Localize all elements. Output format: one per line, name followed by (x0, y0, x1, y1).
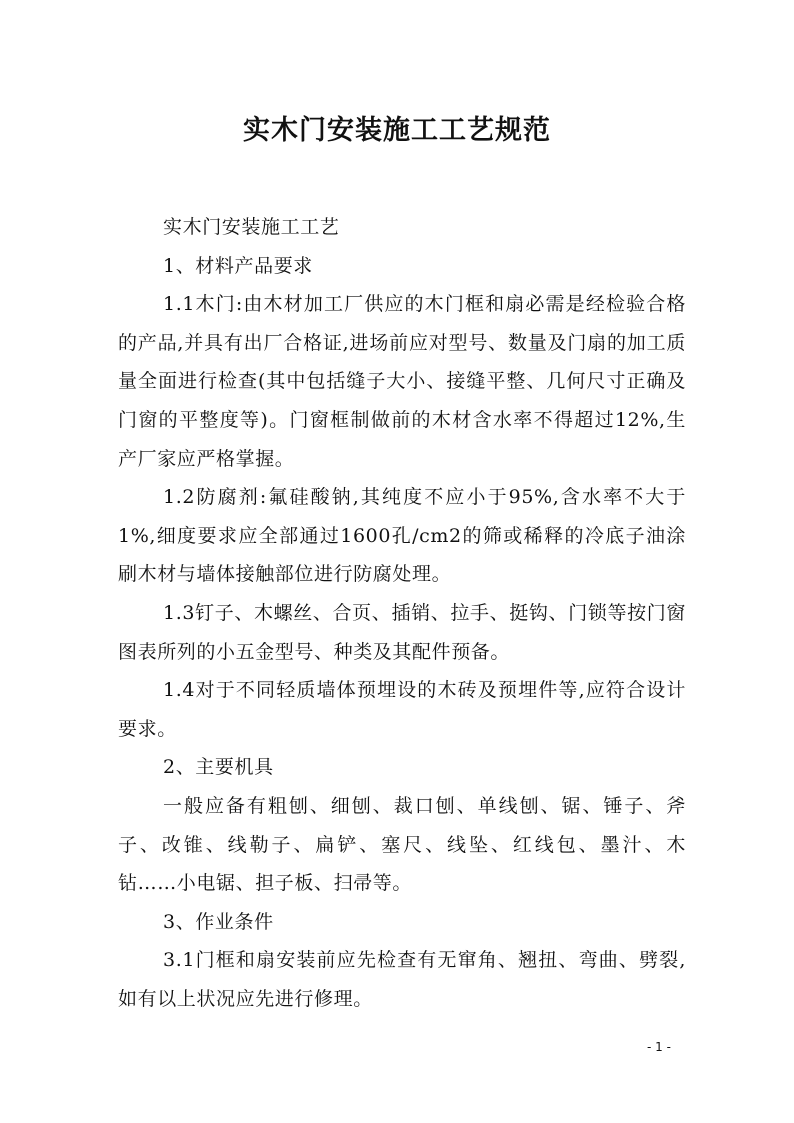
section-heading: 3、作业条件 (163, 910, 274, 933)
body-paragraph: 一般应备有粗刨、细刨、裁口刨、单线刨、锯、锤子、斧子、改锥、线勒子、扁铲、塞尺、线坠、红线包、墨汁、木钻……小电锯、担子板、扫帚等。 (118, 794, 686, 895)
body-paragraph: 1.4对于不同轻质墙体预埋设的木砖及预埋件等,应符合设计要求。 (118, 679, 686, 740)
body-paragraph: 1.1木门:由木材加工厂供应的木门框和扇必需是经检验合格的产品,并具有出厂合格证,进场前应对型号、数量及门扇的加工质量全面进行检查(其中包括缝子大小、接缝平整、几何尺寸正确及门窗的平整度等)。门窗框制做前的木材含水率不得超过12%,生产厂家应严格掌握。 (118, 293, 686, 470)
document-title: 实木门安装施工工艺规范 (243, 115, 551, 146)
section-heading: 实木门安装施工工艺 (163, 216, 340, 238)
body-paragraph: 1.3钉子、木螺丝、合页、插销、拉手、挺钩、门锁等按门窗图表所列的小五金型号、种类及其配件预备。 (118, 601, 686, 663)
body-paragraph: 1.2防腐剂:氟硅酸钠,其纯度不应小于95%,含水率不大于1%,细度要求应全部通过1600孔/cm2的筛或稀释的冷底子油涂刷木材与墙体接触部位进行防腐处理。 (118, 486, 686, 586)
page-number: - 1 - (647, 1040, 671, 1054)
body-paragraph: 3.1门框和扇安装前应先检查有无窜角、翘扭、弯曲、劈裂,如有以上状况应先进行修理。 (118, 949, 686, 1010)
section-heading: 2、主要机具 (163, 756, 274, 779)
document-body (118, 208, 686, 1018)
section-heading: 1、材料产品要求 (163, 254, 313, 277)
